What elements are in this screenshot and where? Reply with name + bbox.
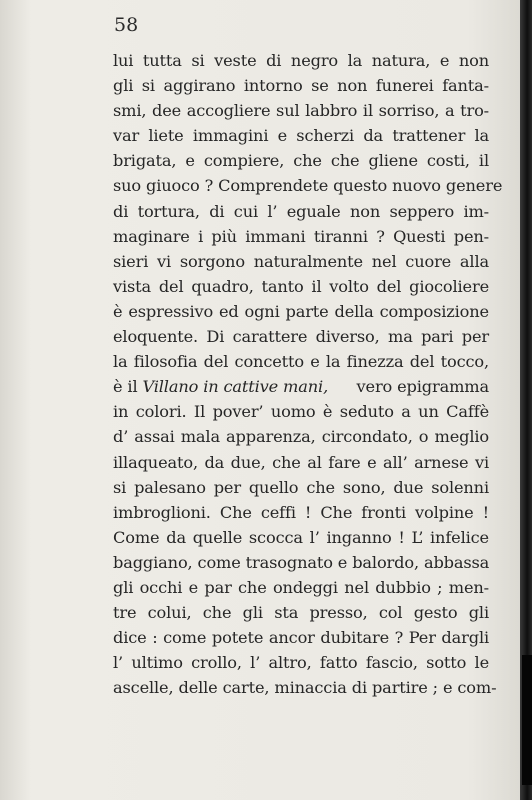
text-line: var liete immagini e scherzi da trattener la xyxy=(113,126,489,146)
text-line: d’ assai mala apparenza, circondato, o meglio xyxy=(113,427,489,447)
text-line-with-title xyxy=(113,374,489,399)
text-line: Come da quelle scocca l’ inganno ! L’ infelice xyxy=(113,527,489,547)
text-line: sieri vi sorgono naturalmente nel cuore alla xyxy=(113,251,489,271)
text-line: brigata, e compiere, che che gliene costi, il xyxy=(113,151,489,171)
text-line: gli occhi e par che ondeggi nel dubbio ; men- xyxy=(113,577,489,597)
text-line: gli si aggirano intorno se non funerei fanta- xyxy=(113,76,489,96)
text-line: lui tutta si veste di negro la natura, e non xyxy=(113,51,489,70)
text-line: l’ ultimo crollo, l’ altro, fatto fascio, sotto le xyxy=(113,653,489,673)
text-line: suo giuoco ? Comprendete questo nuovo genere xyxy=(113,176,503,196)
text-segment: vero epigramma xyxy=(356,377,489,397)
text-line: illaqueato, da due, che al fare e all’ arnese vi xyxy=(113,452,489,472)
body-text xyxy=(113,48,503,700)
text-line: in colori. Il pover’ uomo è seduto a un Caffè xyxy=(113,402,489,422)
text-line: tre colui, che gli sta presso, col gesto gli xyxy=(113,603,489,623)
text-line: la filosofia del concetto e la finezza del tocco, xyxy=(113,352,489,372)
artwork-title: Villano in cattive mani, xyxy=(142,377,329,397)
text-line: imbroglioni. Che ceffi ! Che fronti volpine ! xyxy=(113,502,489,522)
text-line: dice : come potete ancor dubitare ? Per dargli xyxy=(113,628,489,648)
text-line: eloquente. Di carattere diverso, ma pari per xyxy=(113,327,489,347)
text-line: maginare i più immani tiranni ? Questi pen- xyxy=(113,226,489,246)
page-edge-mark xyxy=(522,655,532,785)
text-line: baggiano, come trasognato e balordo, abbassa xyxy=(113,552,490,572)
text-line: vista del quadro, tanto il volto del giocoliere xyxy=(113,276,489,296)
text-segment: è il xyxy=(113,377,143,397)
text-line: smi, dee accogliere sul labbro il sorriso, a tro- xyxy=(113,101,489,121)
text-line: si palesano per quello che sono, due solenni xyxy=(113,477,489,497)
text-line: di tortura, di cui l’ eguale non seppero im- xyxy=(113,201,489,221)
text-line: è espressivo ed ogni parte della composizione xyxy=(113,301,489,321)
page-number: 58 xyxy=(114,14,139,36)
text-line: ascelle, delle carte, minaccia di partire ; e com- xyxy=(113,678,497,698)
